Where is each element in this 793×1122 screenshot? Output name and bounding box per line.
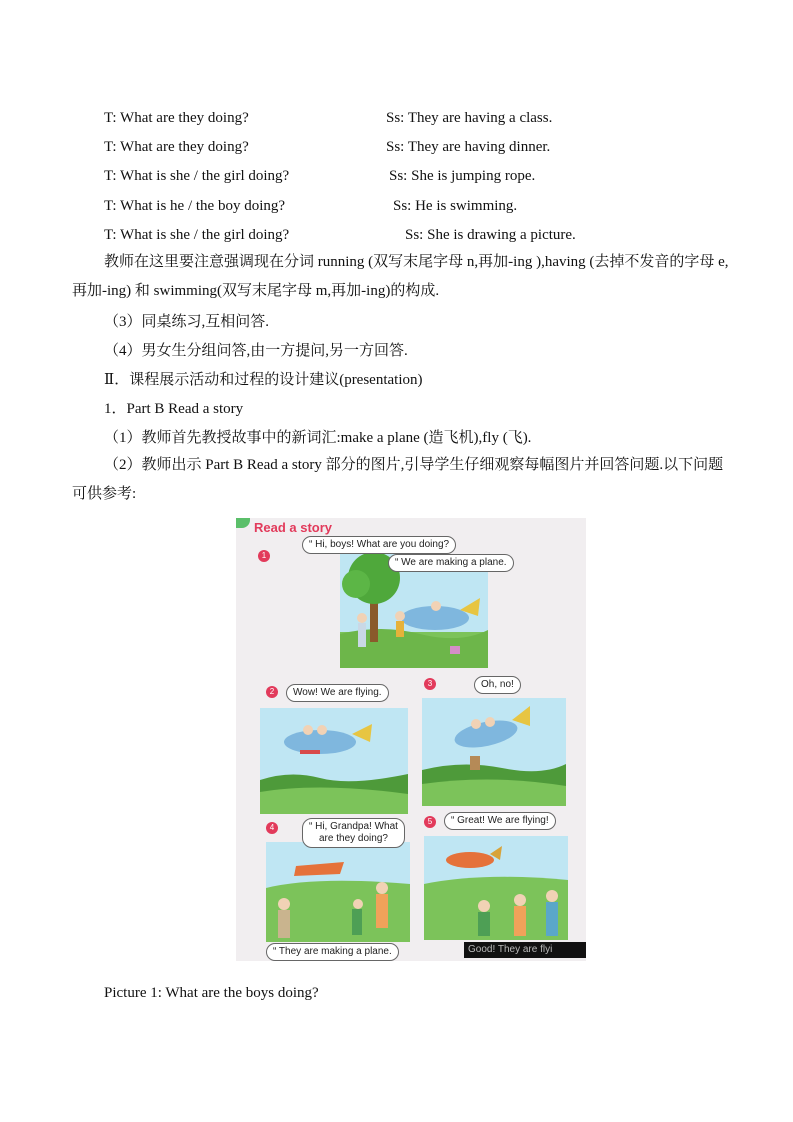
panel-5-illustration bbox=[424, 836, 568, 940]
story-title: Read a story bbox=[254, 520, 333, 535]
speech-bubble-2: “ We are making a plane. bbox=[388, 554, 514, 572]
panel-number-3: 3 bbox=[424, 678, 436, 690]
note-group-practice: （4）男女生分组问答,由一方提问,另一方回答. bbox=[104, 343, 408, 359]
note-participle-emphasis: 教师在这里要注意强调现在分词 running (双写末尾字母 n,再加-ing ),having (去掉不发音的字母 e,再加-ing) 和 swimming(双写末尾字母 m,再加-ing)的构成. bbox=[72, 254, 729, 299]
panel-3-illustration bbox=[422, 698, 566, 806]
subsection-heading-part-b: 1．Part B Read a story bbox=[104, 401, 244, 417]
panel-number-5: 5 bbox=[424, 816, 436, 828]
panel-4-scene bbox=[266, 842, 410, 942]
panel-3-scene bbox=[422, 698, 566, 806]
dialogue-students-4: Ss: He is swimming. bbox=[393, 198, 518, 214]
dialogue-students-1: Ss: They are having a class. bbox=[386, 110, 553, 126]
textbook-story-image bbox=[236, 518, 586, 961]
note-new-vocabulary: （1）教师首先教授故事中的新词汇:make a plane (造飞机),fly (飞). bbox=[104, 430, 532, 446]
dialogue-teacher-3: T: What is she / the girl doing? bbox=[104, 168, 290, 184]
dialogue-students-2: Ss: They are having dinner. bbox=[386, 139, 551, 155]
panel-2-illustration bbox=[260, 708, 408, 814]
note-show-pictures: （2）教师出示 Part B Read a story 部分的图片,引导学生仔细观察每幅图片并回答问题.以下问题可供参考: bbox=[72, 457, 724, 502]
speech-bubble-4: Oh, no! bbox=[474, 676, 521, 694]
speech-bubble-3: Wow! We are flying. bbox=[286, 684, 389, 702]
panel-5-scene bbox=[424, 836, 568, 940]
dialogue-teacher-5: T: What is she / the girl doing? bbox=[104, 227, 290, 243]
panel-number-2: 2 bbox=[266, 686, 278, 698]
speech-bubble-5-line-2: are they doing? bbox=[319, 833, 388, 844]
panel-number-4: 4 bbox=[266, 822, 278, 834]
speech-bubble-5-line-1: “ Hi, Grandpa! What bbox=[309, 821, 398, 832]
section-heading-presentation: Ⅱ．课程展示活动和过程的设计建议(presentation) bbox=[104, 372, 423, 388]
speech-bubble-5 bbox=[302, 818, 405, 848]
panel-number-1: 1 bbox=[258, 550, 270, 562]
speech-bubble-8: Good! They are flyi bbox=[464, 942, 586, 958]
dialogue-students-3: Ss: She is jumping rope. bbox=[389, 168, 536, 184]
note-pair-practice: （3）同桌练习,互相问答. bbox=[104, 314, 270, 330]
question-picture-1: Picture 1: What are the boys doing? bbox=[104, 985, 319, 1001]
dialogue-teacher-2: T: What are they doing? bbox=[104, 139, 249, 155]
speech-bubble-1: “ Hi, boys! What are you doing? bbox=[302, 536, 456, 554]
speech-bubble-6: “ Great! We are flying! bbox=[444, 812, 556, 830]
title-decoration-icon bbox=[236, 518, 250, 528]
dialogue-students-5: Ss: She is drawing a picture. bbox=[405, 227, 576, 243]
speech-bubble-7: “ They are making a plane. bbox=[266, 943, 399, 961]
dialogue-teacher-1: T: What are they doing? bbox=[104, 110, 249, 126]
panel-4-illustration bbox=[266, 842, 410, 942]
panel-2-scene bbox=[260, 708, 408, 814]
dialogue-teacher-4: T: What is he / the boy doing? bbox=[104, 198, 286, 214]
